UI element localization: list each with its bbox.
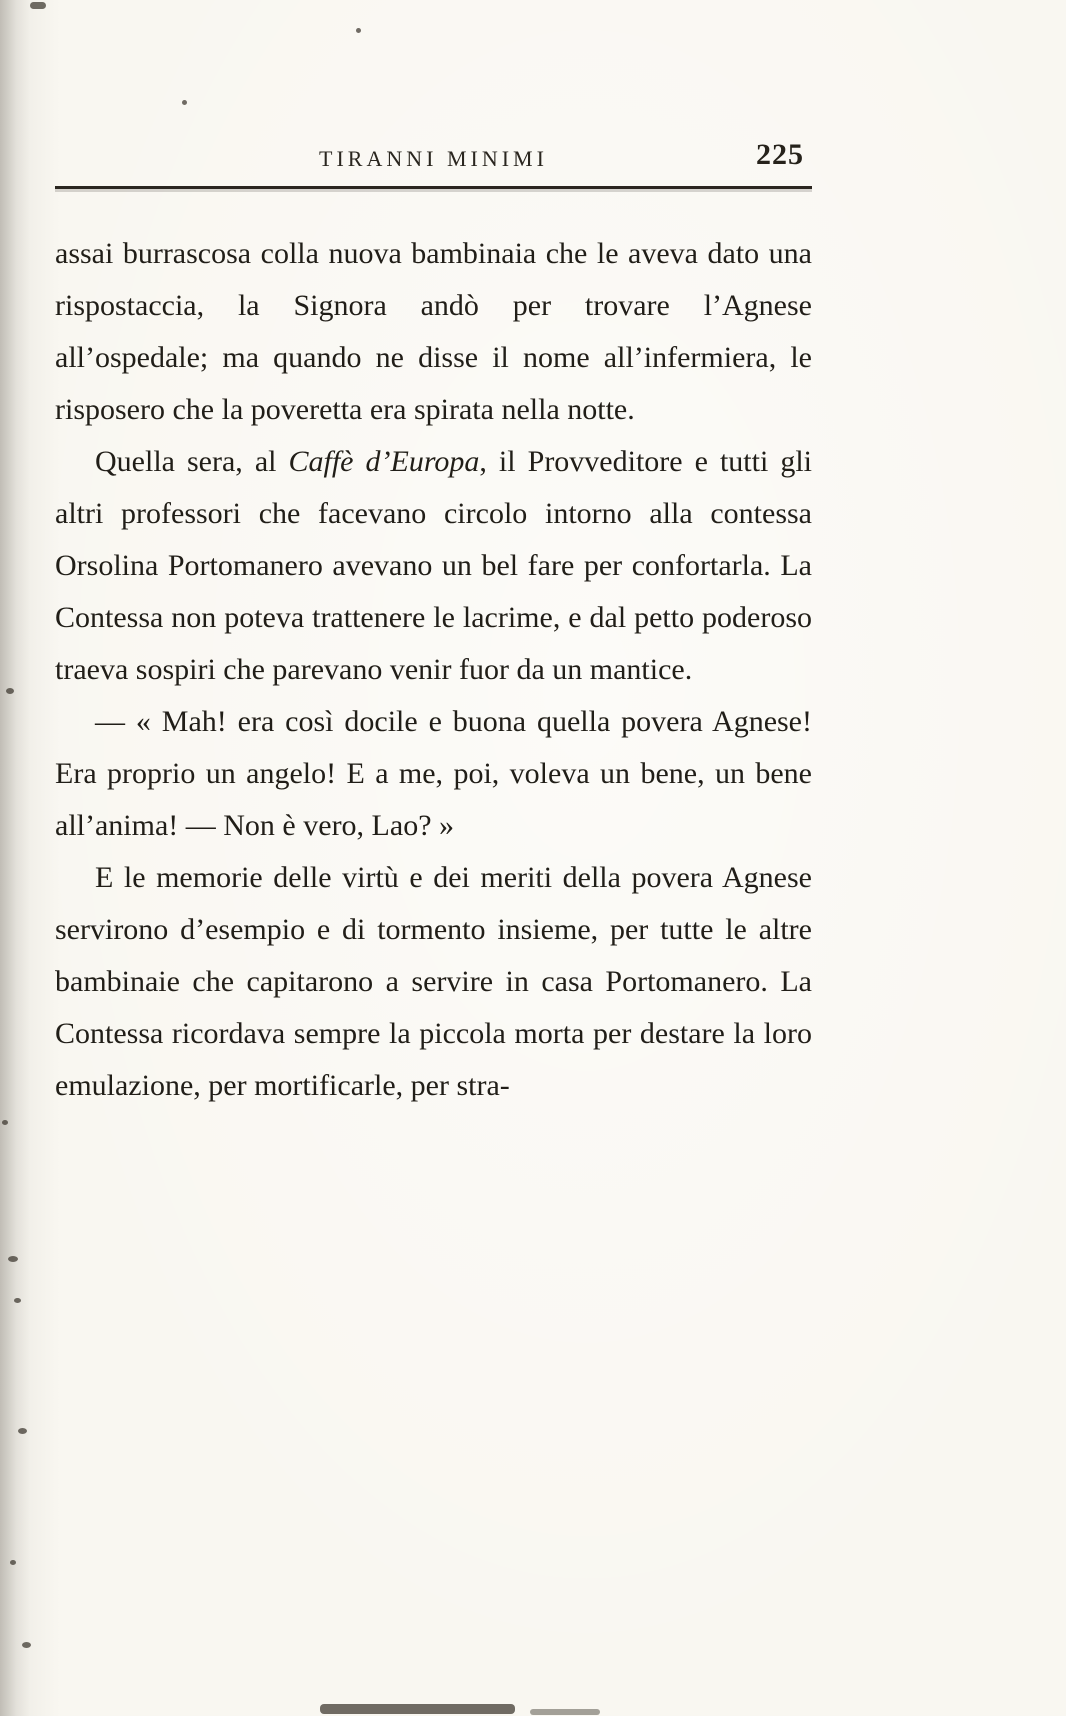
paragraph-text: , il Provveditore e tutti gli altri professori che facevano circolo intorno alla contessa Orsolina Portomanero avevano un bel fare per confortarla. La Contessa non poteva trattenere le lacrime, e dal petto poderoso traeva sospiri che parevano venir fuor da un mantice. xyxy=(55,445,812,686)
scan-speckle xyxy=(182,100,187,105)
binding-shadow xyxy=(0,0,30,1716)
page-edge-mark xyxy=(530,1709,600,1715)
scan-speckle xyxy=(6,688,14,694)
scan-speckle xyxy=(22,1642,31,1648)
paragraph-text: Quella sera, al xyxy=(95,445,289,478)
header-rule xyxy=(55,186,812,189)
page-edge-mark xyxy=(320,1704,515,1714)
paragraph-continued xyxy=(55,228,812,436)
paragraph-text: E le memorie delle virtù e dei meriti della povera Agnese servirono d’esempio e di tormento insieme, per tutte le altre bambinaie che capitarono a servire in casa Portomanero. La Contessa ricordava sempre la piccola morta per destare la loro emulazione, per mortificarle, per stra- xyxy=(55,861,812,1102)
scan-speckle xyxy=(30,2,46,9)
paragraph xyxy=(55,852,812,1112)
scan-speckle xyxy=(14,1298,21,1303)
paragraph-dialogue xyxy=(55,696,812,852)
paragraph xyxy=(55,436,812,696)
page-header xyxy=(55,138,812,178)
paragraph-text: assai burrascosa colla nuova bambinaia che le aveva dato una rispostaccia, la Signora andò per trovare l’Agnese all’ospedale; ma quando ne disse il nome all’infermiera, le risposero che la poveretta era spirata nella notte. xyxy=(55,237,812,426)
page-number: 225 xyxy=(756,138,804,171)
text-block xyxy=(55,228,812,1112)
scan-speckle xyxy=(356,28,361,33)
scan-speckle xyxy=(10,1560,16,1565)
scan-speckle xyxy=(2,1120,8,1125)
scan-speckle xyxy=(8,1256,18,1262)
paragraph-text: — « Mah! era così docile e buona quella povera Agnese! Era proprio un angelo! E a me, poi, voleva un bene, un bene all’anima! — Non è vero, Lao? » xyxy=(55,705,812,842)
running-title: TIRANNI MINIMI xyxy=(319,146,548,171)
italic-phrase: Caffè d’Europa xyxy=(288,445,480,478)
scan-speckle xyxy=(18,1428,27,1434)
